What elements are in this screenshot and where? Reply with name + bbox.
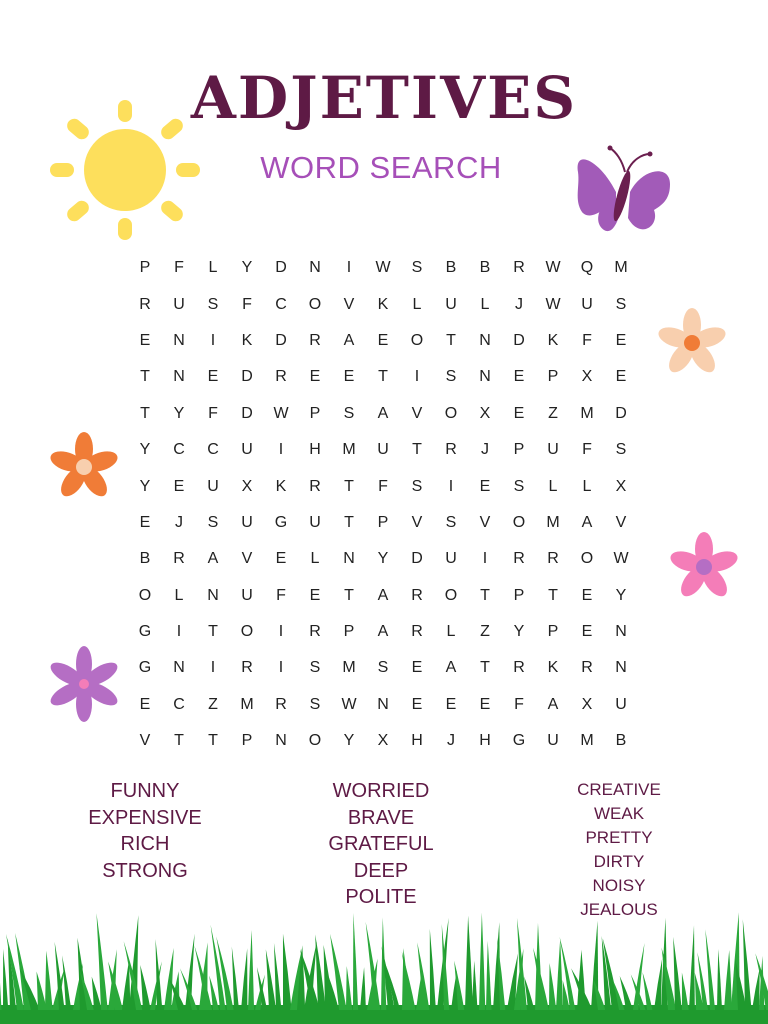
grid-letter: N [275, 732, 287, 750]
grid-letter: N [377, 695, 389, 713]
grid-letter: J [481, 441, 489, 459]
grid-letter: Y [513, 623, 525, 641]
grid-letter: R [173, 550, 185, 568]
grid-letter: L [548, 477, 558, 495]
grid-letter: V [139, 732, 151, 750]
grid-letter: T [480, 586, 490, 604]
grid-letter: O [410, 331, 424, 349]
grid-letter: K [275, 477, 287, 495]
grid-letter: T [344, 513, 354, 531]
grid-letter: U [207, 477, 219, 495]
word-item: DEEP [353, 859, 409, 882]
grass-blade [549, 963, 556, 1010]
grid-letter: I [176, 623, 182, 641]
grid-letter: P [547, 368, 559, 386]
word-item: PRETTY [585, 828, 653, 847]
grid-letter: A [377, 586, 389, 604]
grid-letter: W [273, 404, 289, 422]
grid-letter: E [411, 659, 423, 677]
grid-letter: K [547, 659, 559, 677]
word-item: STRONG [102, 859, 188, 882]
grid-letter: E [275, 550, 287, 568]
grid-letter: F [276, 586, 286, 604]
grass-blade [283, 934, 292, 1010]
grid-letter: M [580, 732, 594, 750]
grid-letter: D [411, 550, 423, 568]
grid-letter: L [446, 623, 456, 641]
grid-letter: D [513, 331, 525, 349]
grid-letter: S [411, 477, 423, 495]
grid-letter: U [445, 295, 457, 313]
grid-letter: X [241, 477, 253, 495]
grid-letter: V [411, 513, 423, 531]
grid-letter: D [275, 259, 287, 277]
word-list-column-3 [534, 778, 704, 922]
grid-letter: U [547, 732, 559, 750]
grid-letter: Y [377, 550, 389, 568]
grid-letter: S [411, 259, 423, 277]
grid-letter: Y [139, 477, 151, 495]
grid-letter: A [377, 623, 389, 641]
grid-row [128, 468, 638, 504]
grid-letter: R [309, 477, 321, 495]
grid-letter: D [241, 404, 253, 422]
grid-letter: A [343, 331, 355, 349]
grid-letter: R [513, 659, 525, 677]
grid-letter: I [278, 623, 284, 641]
word-item: POLITE [345, 886, 417, 908]
grid-letter: L [582, 477, 592, 495]
grid-row [128, 541, 638, 577]
grid-letter: O [580, 550, 594, 568]
butterfly-icon [570, 142, 676, 238]
grid-row [128, 650, 638, 686]
grid-letter: B [479, 259, 491, 277]
flower-icon-orange [44, 430, 124, 504]
word-list-column-2 [296, 778, 466, 911]
flower-icon-peach [652, 306, 732, 380]
grass-blade [465, 916, 473, 1010]
grid-letter: Z [208, 695, 218, 713]
grid-letter: F [378, 477, 388, 495]
grid-letter: P [139, 259, 151, 277]
grid-letter: W [545, 295, 561, 313]
grid-letter: S [377, 659, 389, 677]
grid-letter: E [411, 695, 423, 713]
grid-letter: X [479, 404, 491, 422]
grid-letter: Y [343, 732, 355, 750]
grass-blade [241, 948, 247, 1010]
grid-letter: E [445, 695, 457, 713]
word-item: DIRTY [593, 852, 645, 871]
grid-letter: I [210, 659, 216, 677]
grid-letter: M [342, 441, 356, 459]
grid-letter: Y [241, 259, 253, 277]
grid-letter: E [615, 331, 627, 349]
grid-letter: U [241, 586, 253, 604]
grass-blade [366, 922, 381, 1010]
grid-letter: L [208, 259, 218, 277]
word-item: FUNNY [110, 780, 180, 802]
grid-letter: S [445, 368, 457, 386]
grid-letter: O [444, 586, 458, 604]
grass-blade [724, 950, 732, 1010]
grid-letter: R [275, 368, 287, 386]
grid-letter: T [344, 477, 354, 495]
grid-letter: I [346, 259, 352, 277]
grid-letter: Y [139, 441, 151, 459]
grid-letter: X [581, 368, 593, 386]
grass-blade [643, 972, 653, 1010]
grid-letter: T [208, 623, 218, 641]
grid-letter: U [615, 695, 627, 713]
grass-blade [430, 929, 436, 1010]
grid-letter: E [581, 623, 593, 641]
grid-letter: X [377, 732, 389, 750]
grid-letter: L [480, 295, 490, 313]
grid-letter: I [210, 331, 216, 349]
grid-letter: G [274, 513, 288, 531]
grass-blade [248, 930, 254, 1010]
grid-letter: P [547, 623, 559, 641]
grid-row [128, 396, 638, 432]
grid-row [128, 505, 638, 541]
grid-letter: A [547, 695, 559, 713]
grid-letter: D [275, 331, 287, 349]
grid-letter: T [140, 368, 150, 386]
grid-letter: M [546, 513, 560, 531]
grid-letter: T [174, 732, 184, 750]
grid-letter: P [377, 513, 389, 531]
grid-letter: P [513, 441, 525, 459]
word-item: RICH [120, 833, 170, 855]
grid-letter: W [375, 259, 391, 277]
grid-letter: P [309, 404, 321, 422]
grid-letter: S [343, 404, 355, 422]
grid-letter: S [207, 295, 219, 313]
grid-row [128, 432, 638, 468]
grid-letter: K [377, 295, 389, 313]
grid-letter: G [138, 659, 152, 677]
grid-row [128, 687, 638, 723]
grid-letter: Z [480, 623, 490, 641]
grid-letter: E [513, 368, 525, 386]
grid-letter: U [241, 441, 253, 459]
grid-letter: E [309, 368, 321, 386]
grid-letter: T [208, 732, 218, 750]
grid-letter: E [309, 586, 321, 604]
grass-blade [654, 958, 662, 1010]
word-item: BRAVE [347, 806, 415, 829]
grid-letter: A [377, 404, 389, 422]
grid-letter: C [275, 295, 287, 313]
grid-row [128, 723, 638, 759]
grid-letter: N [343, 550, 355, 568]
grid-letter: L [174, 586, 184, 604]
grid-letter: E [139, 331, 151, 349]
grid-letter: O [308, 732, 322, 750]
grass-blade [155, 939, 162, 1010]
grid-letter: V [615, 513, 627, 531]
letter-grid [128, 250, 638, 759]
grid-letter: S [615, 441, 627, 459]
grid-letter: N [309, 259, 321, 277]
grid-letter: E [479, 695, 491, 713]
grass-blade [346, 966, 352, 1010]
grid-letter: S [513, 477, 525, 495]
grid-letter: Y [173, 404, 185, 422]
grid-letter: M [240, 695, 254, 713]
grid-letter: R [445, 441, 457, 459]
grid-letter: N [615, 659, 627, 677]
grid-letter: N [479, 368, 491, 386]
flower-icon-pink [664, 530, 744, 604]
grass-blade [717, 949, 722, 1010]
page-title: ADJETIVES [190, 64, 578, 132]
grass-blade [360, 967, 366, 1010]
grid-letter: V [241, 550, 253, 568]
word-item: WEAK [593, 804, 645, 823]
grid-row [128, 359, 638, 395]
word-item: JEALOUS [580, 900, 658, 919]
word-item: CREATIVE [577, 780, 661, 799]
grid-letter: H [309, 441, 321, 459]
grid-letter: F [208, 404, 218, 422]
grid-letter: N [173, 368, 185, 386]
grid-letter: U [547, 441, 559, 459]
grid-letter: U [445, 550, 457, 568]
grid-letter: U [309, 513, 321, 531]
grass-blade [353, 913, 358, 1010]
grass-blade [0, 946, 1, 1010]
grid-letter: F [582, 331, 592, 349]
grid-letter: N [207, 586, 219, 604]
grid-letter: B [445, 259, 457, 277]
grid-letter: E [581, 586, 593, 604]
grass-blade [45, 951, 53, 1010]
word-list-column-1 [60, 778, 230, 884]
grid-letter: J [447, 732, 455, 750]
page-subtitle: WORD SEARCH [260, 150, 502, 185]
grid-letter: I [414, 368, 420, 386]
grid-letter: M [614, 259, 628, 277]
grid-letter: T [548, 586, 558, 604]
grid-letter: R [411, 586, 423, 604]
grid-letter: E [615, 368, 627, 386]
grid-row [128, 250, 638, 286]
grid-letter: E [139, 695, 151, 713]
grid-letter: R [309, 623, 321, 641]
grid-letter: E [513, 404, 525, 422]
grid-letter: R [241, 659, 253, 677]
grid-letter: H [479, 732, 491, 750]
grass-blade [164, 948, 174, 1010]
grid-letter: F [514, 695, 524, 713]
grid-letter: U [581, 295, 593, 313]
grass-blade [689, 925, 695, 1010]
grid-letter: P [513, 586, 525, 604]
grid-letter: U [377, 441, 389, 459]
grid-letter: T [378, 368, 388, 386]
grid-letter: T [344, 586, 354, 604]
grid-letter: Z [548, 404, 558, 422]
grid-letter: R [513, 259, 525, 277]
grass-blade [140, 965, 151, 1010]
grid-letter: R [275, 695, 287, 713]
grid-letter: P [241, 732, 253, 750]
grid-letter: S [309, 695, 321, 713]
sun-icon [48, 98, 202, 242]
grid-letter: A [581, 513, 593, 531]
grid-letter: E [479, 477, 491, 495]
grass-blade [705, 929, 715, 1010]
grid-letter: S [445, 513, 457, 531]
grid-letter: F [174, 259, 184, 277]
grid-row [128, 578, 638, 614]
grid-letter: R [309, 331, 321, 349]
grid-letter: E [343, 368, 355, 386]
grid-letter: O [512, 513, 526, 531]
grass-blade [752, 968, 760, 1010]
grid-letter: A [207, 550, 219, 568]
grid-letter: R [581, 659, 593, 677]
grid-letter: U [173, 295, 185, 313]
grid-letter: G [512, 732, 526, 750]
grid-letter: U [241, 513, 253, 531]
grid-letter: I [278, 441, 284, 459]
grass-blade [274, 943, 282, 1010]
grid-letter: F [242, 295, 252, 313]
grid-letter: N [173, 331, 185, 349]
grid-letter: E [207, 368, 219, 386]
grid-letter: I [448, 477, 454, 495]
grid-letter: O [444, 404, 458, 422]
grass-blade [96, 913, 107, 1010]
grid-letter: R [547, 550, 559, 568]
grid-letter: D [241, 368, 253, 386]
grid-letter: E [173, 477, 185, 495]
grid-letter: B [139, 550, 151, 568]
grid-letter: T [412, 441, 422, 459]
grid-row [128, 323, 638, 359]
grid-letter: L [412, 295, 422, 313]
grid-letter: B [615, 732, 627, 750]
grid-letter: M [580, 404, 594, 422]
grass-blade [682, 973, 689, 1010]
grid-letter: P [343, 623, 355, 641]
grid-letter: W [341, 695, 357, 713]
grid-letter: J [515, 295, 523, 313]
grass-blade [472, 961, 478, 1010]
grid-letter: O [240, 623, 254, 641]
grid-letter: I [482, 550, 488, 568]
grid-letter: N [479, 331, 491, 349]
grid-letter: V [343, 295, 355, 313]
flower-icon-purple [44, 644, 124, 724]
grid-letter: T [480, 659, 490, 677]
grid-letter: K [547, 331, 559, 349]
grid-letter: C [207, 441, 219, 459]
grid-letter: X [581, 695, 593, 713]
grass-blade [743, 919, 752, 1010]
grid-letter: S [615, 295, 627, 313]
grass-blade [479, 913, 485, 1010]
grid-letter: M [342, 659, 356, 677]
grid-letter: G [138, 623, 152, 641]
grid-letter: J [175, 513, 183, 531]
grid-letter: R [513, 550, 525, 568]
grid-letter: E [377, 331, 389, 349]
grid-row [128, 286, 638, 322]
grid-row [128, 614, 638, 650]
grid-letter: C [173, 441, 185, 459]
word-item: NOISY [592, 876, 646, 895]
grid-letter: W [613, 550, 629, 568]
grid-letter: W [545, 259, 561, 277]
grid-letter: K [241, 331, 253, 349]
grid-letter: D [615, 404, 627, 422]
grid-letter: O [138, 586, 152, 604]
grid-letter: O [308, 295, 322, 313]
grass-blade [232, 947, 239, 1010]
grid-letter: X [615, 477, 627, 495]
grid-letter: Q [580, 259, 594, 277]
grid-letter: Y [615, 586, 627, 604]
grid-letter: H [411, 732, 423, 750]
grid-letter: I [278, 659, 284, 677]
grid-letter: L [310, 550, 320, 568]
word-item: GRATEFUL [328, 833, 434, 855]
word-item: EXPENSIVE [88, 806, 202, 829]
grid-letter: V [479, 513, 491, 531]
grass-blade [486, 941, 491, 1010]
word-item: WORRIED [332, 780, 430, 802]
grid-letter: E [139, 513, 151, 531]
grass-blade [673, 937, 682, 1010]
grid-letter: N [173, 659, 185, 677]
grid-letter: N [615, 623, 627, 641]
grid-letter: R [139, 295, 151, 313]
grid-letter: A [445, 659, 457, 677]
grass-blade [3, 949, 8, 1010]
grid-letter: F [582, 441, 592, 459]
grid-letter: T [140, 404, 150, 422]
grid-letter: C [173, 695, 185, 713]
grid-letter: T [446, 331, 456, 349]
grid-letter: S [207, 513, 219, 531]
grid-letter: V [411, 404, 423, 422]
grid-letter: S [309, 659, 321, 677]
grass-icon [0, 905, 768, 1024]
grid-letter: R [411, 623, 423, 641]
